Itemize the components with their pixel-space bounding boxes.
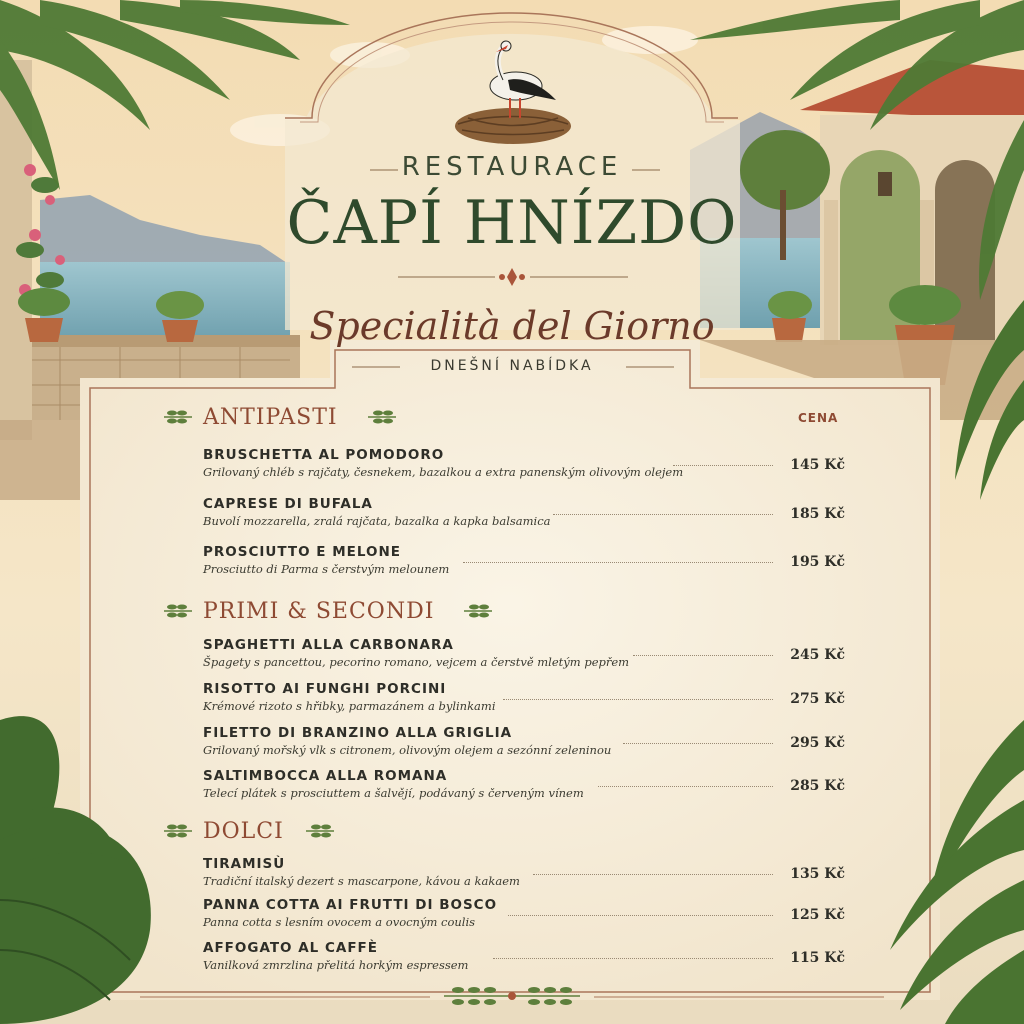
menu-item-description: Grilovaný mořský vlk s citronem, olivovým olejem a sezónní zeleninou xyxy=(203,743,612,757)
restaurant-name: ČAPÍ HNÍZDO xyxy=(286,188,738,258)
special-title: Specialità del Giorno xyxy=(309,304,715,348)
stork-nest-icon xyxy=(448,36,578,148)
leader-dots xyxy=(493,958,773,959)
price-column-label: CENA xyxy=(798,411,839,425)
section-title-primi-secondi: PRIMI & SECONDI xyxy=(203,599,435,624)
menu-item xyxy=(203,681,851,713)
menu-item-price: 195 Kč xyxy=(790,554,845,570)
menu-item-name: TIRAMISÙ xyxy=(203,856,286,872)
menu-item-price: 125 Kč xyxy=(790,907,845,923)
menu-item-name: FILETTO DI BRANZINO ALLA GRIGLIA xyxy=(203,725,513,741)
menu-item xyxy=(203,637,851,669)
special-subtitle: DNEŠNÍ NABÍDKA xyxy=(430,358,594,374)
leader-dots xyxy=(533,874,773,875)
laurel-right-icon xyxy=(462,602,494,620)
menu-item xyxy=(203,725,851,757)
menu-item-name: BRUSCHETTA AL POMODORO xyxy=(203,447,445,463)
laurel-left-icon xyxy=(162,602,194,620)
menu-item xyxy=(203,496,851,528)
menu-item xyxy=(203,544,851,576)
menu-item-description: Prosciutto di Parma s čerstvým melounem xyxy=(203,562,450,576)
menu-item-description: Tradiční italský dezert s mascarpone, kávou a kakaem xyxy=(203,874,520,888)
menu-item-price: 275 Kč xyxy=(790,691,845,707)
menu-item-name: AFFOGATO AL CAFFÈ xyxy=(203,940,379,956)
leader-dots xyxy=(503,699,773,700)
menu-item-description: Telecí plátek s prosciuttem a šalvějí, podávaný s červeným vínem xyxy=(203,786,584,800)
laurel-right-icon xyxy=(366,408,398,426)
menu-item-description: Panna cotta s lesním ovocem a ovocným coulis xyxy=(203,915,476,929)
laurel-left-icon xyxy=(162,822,194,840)
menu-item-description: Špagety s pancettou, pecorino romano, vejcem a čerstvě mletým pepřem xyxy=(203,655,630,669)
menu-item-description: Grilovaný chléb s rajčaty, česnekem, bazalkou a extra panenským olivovým olejem xyxy=(203,465,684,479)
leader-dots xyxy=(508,915,773,916)
leader-dots xyxy=(598,786,773,787)
section-title-antipasti: ANTIPASTI xyxy=(203,405,338,430)
restaurant-kicker: RESTAURACE xyxy=(401,152,623,182)
menu-item xyxy=(203,768,851,800)
leader-dots xyxy=(673,465,773,466)
menu-item-name: SALTIMBOCCA ALLA ROMANA xyxy=(203,768,448,784)
menu-item-price: 135 Kč xyxy=(790,866,845,882)
section-title-dolci: DOLCI xyxy=(203,819,284,844)
menu-item-name: PANNA COTTA AI FRUTTI DI BOSCO xyxy=(203,897,498,913)
flourish-icon xyxy=(497,266,527,288)
menu-item xyxy=(203,897,851,929)
leader-dots xyxy=(463,562,773,563)
menu-item-name: RISOTTO AI FUNGHI PORCINI xyxy=(203,681,447,697)
leader-dots xyxy=(553,514,773,515)
menu-item-name: SPAGHETTI ALLA CARBONARA xyxy=(203,637,454,653)
menu-item-price: 285 Kč xyxy=(790,778,845,794)
menu-item-price: 245 Kč xyxy=(790,647,845,663)
menu-item-price: 145 Kč xyxy=(790,457,845,473)
menu-item-name: PROSCIUTTO E MELONE xyxy=(203,544,401,560)
menu-item-price: 115 Kč xyxy=(790,950,845,966)
laurel-left-icon xyxy=(162,408,194,426)
leader-dots xyxy=(623,743,773,744)
menu-item xyxy=(203,856,851,888)
menu-item-price: 295 Kč xyxy=(790,735,845,751)
menu-item-price: 185 Kč xyxy=(790,506,845,522)
menu-item-description: Buvolí mozzarella, zralá rajčata, bazalka a kapka balsamica xyxy=(203,514,551,528)
menu-item xyxy=(203,940,851,972)
menu-item-name: CAPRESE DI BUFALA xyxy=(203,496,373,512)
leader-dots xyxy=(633,655,773,656)
menu-item-description: Vanilková zmrzlina přelitá horkým espressem xyxy=(203,958,469,972)
laurel-right-icon xyxy=(304,822,336,840)
laurel-footer-icon xyxy=(440,982,584,1010)
menu-item xyxy=(203,447,851,479)
menu-item-description: Krémové rizoto s hřibky, parmazánem a bylinkami xyxy=(203,699,496,713)
